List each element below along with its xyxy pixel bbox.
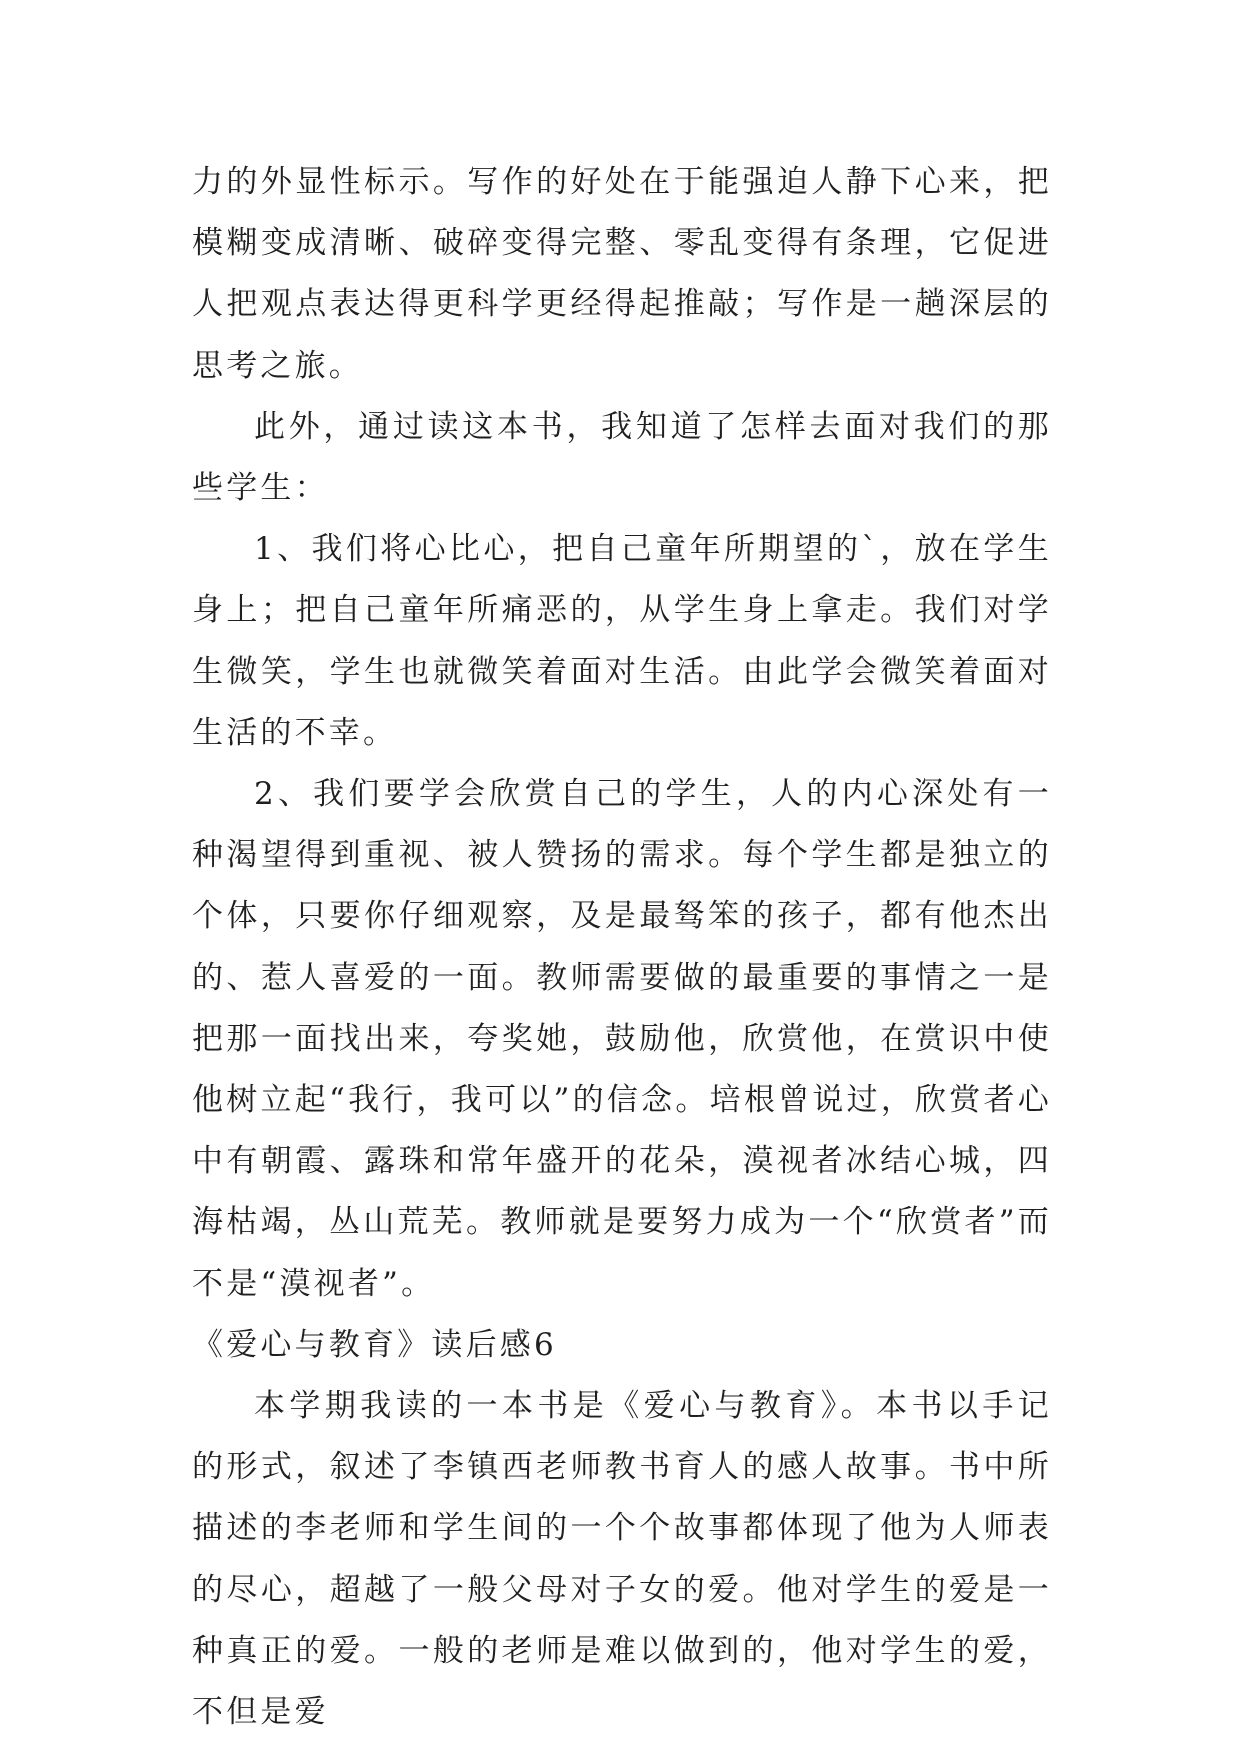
- paragraph-section-body: 本学期我读的一本书是《爱心与教育》。本书以手记的形式，叙述了李镇西老师教书育人的感人故事。书中所描述的李老师和学生间的一个个故事都体现了他为人师表的尽心，超越了一般父母对子女的爱。他对学生的爱是一种真正的爱。一般的老师是难以做到的，他对学生的爱，不但是爱: [192, 1388, 1052, 1731]
- paragraph-facing-students-intro: 此外，通过读这本书，我知道了怎样去面对我们的那些学生：: [192, 408, 1052, 507]
- document-page: [192, 152, 1052, 1743]
- section-heading: 《爱心与教育》读后感6: [192, 1326, 557, 1363]
- paragraph-point-2: 2、我们要学会欣赏自己的学生，人的内心深处有一种渴望得到重视、被人赞扬的需求。每个学生都是独立的个体，只要你仔细观察，及是最驽笨的孩子，都有他杰出的、惹人喜爱的一面。教师需要做的最重要的事情之一是把那一面找出来，夸奖她，鼓励他，欣赏他，在赏识中使他树立起“我行，我可以”的信念。培根曾说过，欣赏者心中有朝霞、露珠和常年盛开的花朵，漠视者冰结心城，四海枯竭，丛山荒芜。教师就是要努力成为一个“欣赏者”而不是“漠视者”。: [192, 776, 1052, 1302]
- paragraph-writing-benefits: 力的外显性标示。写作的好处在于能强迫人静下心来，把模糊变成清晰、破碎变得完整、零乱变得有条理，它促进人把观点表达得更科学更经得起推敲；写作是一趟深层的思考之旅。: [192, 164, 1052, 384]
- paragraph-point-1: 1、我们将心比心，把自己童年所期望的`，放在学生身上；把自己童年所痛恶的，从学生身上拿走。我们对学生微笑，学生也就微笑着面对生活。由此学会微笑着面对生活的不幸。: [192, 531, 1052, 751]
